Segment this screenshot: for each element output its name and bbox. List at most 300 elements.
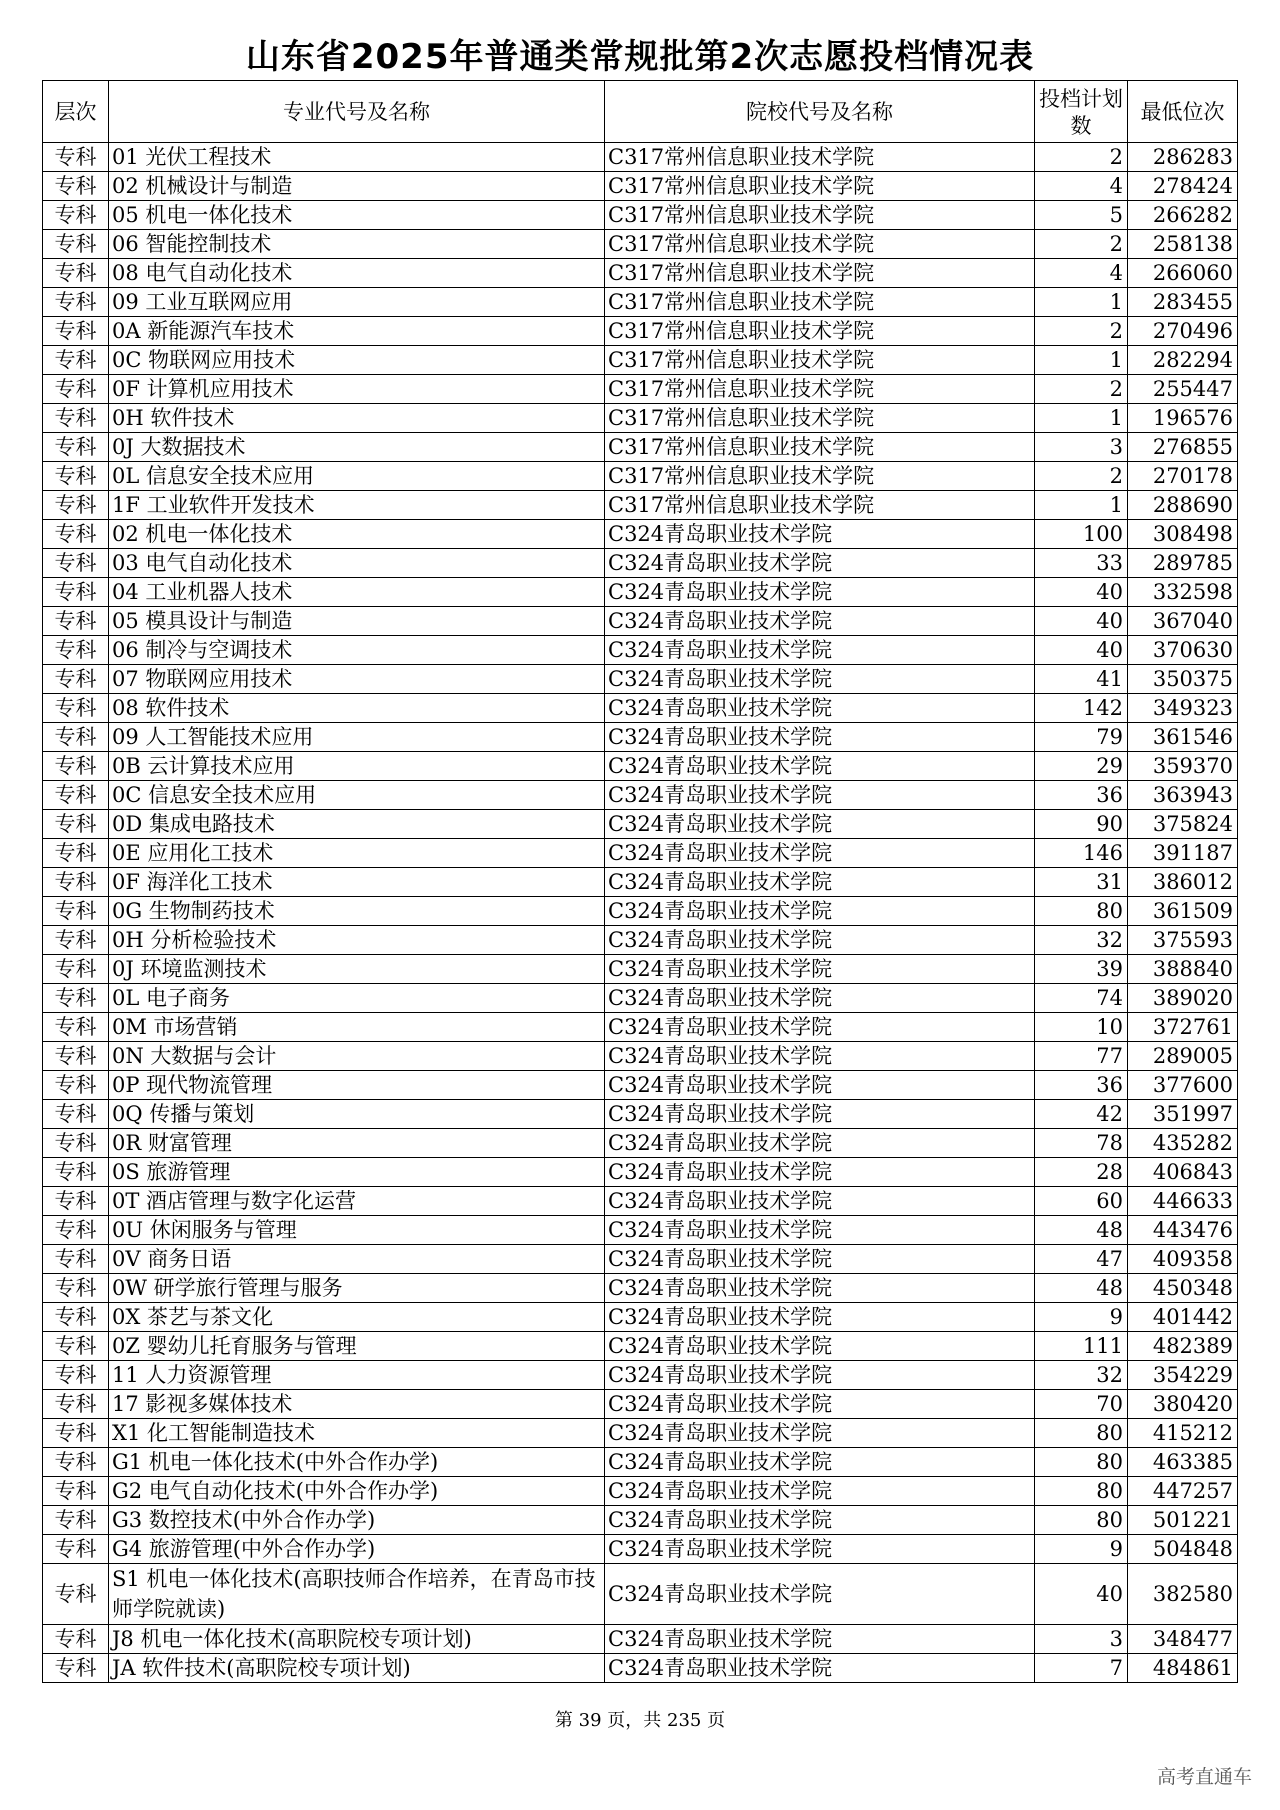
cell-rank: 380420 <box>1128 1390 1238 1419</box>
cell-rank: 401442 <box>1128 1303 1238 1332</box>
cell-school: C324青岛职业技术学院 <box>605 1245 1035 1274</box>
cell-rank: 276855 <box>1128 433 1238 462</box>
cell-major: G4 旅游管理(中外合作办学) <box>109 1535 605 1564</box>
cell-rank: 375824 <box>1128 810 1238 839</box>
cell-rank: 446633 <box>1128 1187 1238 1216</box>
table-row <box>43 1535 1238 1564</box>
table-row <box>43 839 1238 868</box>
cell-rank: 484861 <box>1128 1654 1238 1683</box>
cell-plan: 4 <box>1035 172 1128 201</box>
cell-school: C324青岛职业技术学院 <box>605 1564 1035 1625</box>
cell-school: C324青岛职业技术学院 <box>605 752 1035 781</box>
cell-plan: 33 <box>1035 549 1128 578</box>
cell-major: X1 化工智能制造技术 <box>109 1419 605 1448</box>
cell-plan: 1 <box>1035 346 1128 375</box>
cell-level: 专科 <box>43 636 109 665</box>
cell-school: C324青岛职业技术学院 <box>605 1158 1035 1187</box>
cell-plan: 78 <box>1035 1129 1128 1158</box>
cell-plan: 1 <box>1035 404 1128 433</box>
table-row <box>43 955 1238 984</box>
table-row <box>43 1448 1238 1477</box>
cell-school: C324青岛职业技术学院 <box>605 578 1035 607</box>
table-row <box>43 926 1238 955</box>
table-row <box>43 1332 1238 1361</box>
header-rank: 最低位次 <box>1128 81 1238 143</box>
table-row <box>43 1564 1238 1625</box>
cell-rank: 255447 <box>1128 375 1238 404</box>
cell-plan: 36 <box>1035 1071 1128 1100</box>
cell-plan: 146 <box>1035 839 1128 868</box>
cell-level: 专科 <box>43 433 109 462</box>
cell-plan: 10 <box>1035 1013 1128 1042</box>
cell-level: 专科 <box>43 1158 109 1187</box>
cell-plan: 80 <box>1035 1477 1128 1506</box>
table-row <box>43 1013 1238 1042</box>
cell-major: 0F 计算机应用技术 <box>109 375 605 404</box>
cell-level: 专科 <box>43 1129 109 1158</box>
cell-school: C324青岛职业技术学院 <box>605 1274 1035 1303</box>
cell-rank: 270178 <box>1128 462 1238 491</box>
cell-level: 专科 <box>43 375 109 404</box>
page-title: 山东省2025年普通类常规批第2次志愿投档情况表 <box>245 37 1035 77</box>
cell-rank: 482389 <box>1128 1332 1238 1361</box>
cell-level: 专科 <box>43 288 109 317</box>
cell-level: 专科 <box>43 1245 109 1274</box>
cell-level: 专科 <box>43 1535 109 1564</box>
cell-major: S1 机电一体化技术(高职技师合作培养，在青岛市技师学院就读) <box>109 1564 605 1625</box>
cell-rank: 348477 <box>1128 1625 1238 1654</box>
cell-major: 0R 财富管理 <box>109 1129 605 1158</box>
cell-level: 专科 <box>43 607 109 636</box>
cell-plan: 32 <box>1035 1361 1128 1390</box>
header-major: 专业代号及名称 <box>109 81 605 143</box>
cell-level: 专科 <box>43 201 109 230</box>
cell-school: C324青岛职业技术学院 <box>605 665 1035 694</box>
cell-plan: 47 <box>1035 1245 1128 1274</box>
page-number: 第 39 页，共 235 页 <box>554 1710 726 1731</box>
table-row <box>43 810 1238 839</box>
cell-major: 0D 集成电路技术 <box>109 810 605 839</box>
table-body <box>43 143 1238 1683</box>
cell-school: C324青岛职业技术学院 <box>605 636 1035 665</box>
cell-major: 08 电气自动化技术 <box>109 259 605 288</box>
cell-rank: 389020 <box>1128 984 1238 1013</box>
header-plan: 投档计划数 <box>1035 81 1128 143</box>
cell-major: 02 机电一体化技术 <box>109 520 605 549</box>
cell-major: 0C 信息安全技术应用 <box>109 781 605 810</box>
cell-school: C317常州信息职业技术学院 <box>605 462 1035 491</box>
cell-school: C317常州信息职业技术学院 <box>605 346 1035 375</box>
cell-rank: 450348 <box>1128 1274 1238 1303</box>
cell-school: C324青岛职业技术学院 <box>605 781 1035 810</box>
cell-major: 03 电气自动化技术 <box>109 549 605 578</box>
cell-level: 专科 <box>43 723 109 752</box>
table-row <box>43 462 1238 491</box>
cell-school: C324青岛职业技术学院 <box>605 1506 1035 1535</box>
cell-level: 专科 <box>43 1332 109 1361</box>
table-row <box>43 1216 1238 1245</box>
cell-rank: 391187 <box>1128 839 1238 868</box>
table-row <box>43 143 1238 172</box>
cell-school: C324青岛职业技术学院 <box>605 955 1035 984</box>
cell-rank: 332598 <box>1128 578 1238 607</box>
table-row <box>43 636 1238 665</box>
cell-level: 专科 <box>43 1303 109 1332</box>
cell-major: 05 机电一体化技术 <box>109 201 605 230</box>
table-row <box>43 984 1238 1013</box>
cell-major: 0N 大数据与会计 <box>109 1042 605 1071</box>
cell-major: 0P 现代物流管理 <box>109 1071 605 1100</box>
cell-rank: 377600 <box>1128 1071 1238 1100</box>
cell-rank: 283455 <box>1128 288 1238 317</box>
table-row <box>43 288 1238 317</box>
cell-major: 0V 商务日语 <box>109 1245 605 1274</box>
cell-level: 专科 <box>43 781 109 810</box>
cell-rank: 282294 <box>1128 346 1238 375</box>
cell-plan: 48 <box>1035 1216 1128 1245</box>
cell-rank: 463385 <box>1128 1448 1238 1477</box>
cell-level: 专科 <box>43 346 109 375</box>
cell-rank: 415212 <box>1128 1419 1238 1448</box>
table-row <box>43 1158 1238 1187</box>
table-row <box>43 1187 1238 1216</box>
cell-plan: 111 <box>1035 1332 1128 1361</box>
cell-school: C324青岛职业技术学院 <box>605 1013 1035 1042</box>
watermark: 高考直通车 <box>1156 1766 1252 1788</box>
cell-level: 专科 <box>43 1625 109 1654</box>
table-row <box>43 868 1238 897</box>
cell-plan: 9 <box>1035 1535 1128 1564</box>
cell-rank: 288690 <box>1128 491 1238 520</box>
cell-school: C324青岛职业技术学院 <box>605 520 1035 549</box>
cell-major: 0S 旅游管理 <box>109 1158 605 1187</box>
cell-school: C317常州信息职业技术学院 <box>605 375 1035 404</box>
cell-major: 0U 休闲服务与管理 <box>109 1216 605 1245</box>
cell-major: 0A 新能源汽车技术 <box>109 317 605 346</box>
cell-plan: 40 <box>1035 607 1128 636</box>
table-row <box>43 723 1238 752</box>
cell-school: C324青岛职业技术学院 <box>605 926 1035 955</box>
cell-rank: 270496 <box>1128 317 1238 346</box>
table-row <box>43 578 1238 607</box>
cell-major: 08 软件技术 <box>109 694 605 723</box>
table-row <box>43 549 1238 578</box>
cell-major: 0X 茶艺与茶文化 <box>109 1303 605 1332</box>
cell-major: 0L 信息安全技术应用 <box>109 462 605 491</box>
table-row <box>43 1506 1238 1535</box>
table-row <box>43 1100 1238 1129</box>
cell-major: 06 制冷与空调技术 <box>109 636 605 665</box>
cell-school: C317常州信息职业技术学院 <box>605 288 1035 317</box>
cell-level: 专科 <box>43 317 109 346</box>
cell-plan: 2 <box>1035 317 1128 346</box>
cell-level: 专科 <box>43 462 109 491</box>
cell-plan: 42 <box>1035 1100 1128 1129</box>
cell-level: 专科 <box>43 578 109 607</box>
cell-school: C324青岛职业技术学院 <box>605 549 1035 578</box>
cell-school: C324青岛职业技术学院 <box>605 1419 1035 1448</box>
cell-school: C324青岛职业技术学院 <box>605 1216 1035 1245</box>
cell-school: C324青岛职业技术学院 <box>605 1129 1035 1158</box>
cell-major: 17 影视多媒体技术 <box>109 1390 605 1419</box>
cell-level: 专科 <box>43 1506 109 1535</box>
cell-school: C317常州信息职业技术学院 <box>605 201 1035 230</box>
table-row <box>43 781 1238 810</box>
cell-plan: 9 <box>1035 1303 1128 1332</box>
cell-major: 0L 电子商务 <box>109 984 605 1013</box>
cell-rank: 289785 <box>1128 549 1238 578</box>
cell-level: 专科 <box>43 926 109 955</box>
cell-major: 09 人工智能技术应用 <box>109 723 605 752</box>
cell-level: 专科 <box>43 520 109 549</box>
cell-major: 0H 软件技术 <box>109 404 605 433</box>
table-header-row <box>43 81 1238 143</box>
cell-major: 0F 海洋化工技术 <box>109 868 605 897</box>
cell-plan: 7 <box>1035 1654 1128 1683</box>
cell-school: C324青岛职业技术学院 <box>605 723 1035 752</box>
table-row <box>43 1042 1238 1071</box>
table-row <box>43 433 1238 462</box>
cell-rank: 370630 <box>1128 636 1238 665</box>
cell-plan: 2 <box>1035 143 1128 172</box>
cell-major: 11 人力资源管理 <box>109 1361 605 1390</box>
table-row <box>43 172 1238 201</box>
cell-rank: 367040 <box>1128 607 1238 636</box>
header-school: 院校代号及名称 <box>605 81 1035 143</box>
cell-level: 专科 <box>43 694 109 723</box>
cell-rank: 350375 <box>1128 665 1238 694</box>
cell-school: C317常州信息职业技术学院 <box>605 433 1035 462</box>
cell-major: 0C 物联网应用技术 <box>109 346 605 375</box>
cell-rank: 286283 <box>1128 143 1238 172</box>
cell-level: 专科 <box>43 491 109 520</box>
cell-major: JA 软件技术(高职院校专项计划) <box>109 1654 605 1683</box>
cell-rank: 363943 <box>1128 781 1238 810</box>
cell-school: C324青岛职业技术学院 <box>605 810 1035 839</box>
cell-major: 01 光伏工程技术 <box>109 143 605 172</box>
cell-school: C324青岛职业技术学院 <box>605 984 1035 1013</box>
cell-major: J8 机电一体化技术(高职院校专项计划) <box>109 1625 605 1654</box>
cell-major: 0B 云计算技术应用 <box>109 752 605 781</box>
table-row <box>43 694 1238 723</box>
cell-school: C324青岛职业技术学院 <box>605 897 1035 926</box>
cell-rank: 372761 <box>1128 1013 1238 1042</box>
cell-major: 0Q 传播与策划 <box>109 1100 605 1129</box>
cell-major: G2 电气自动化技术(中外合作办学) <box>109 1477 605 1506</box>
cell-rank: 258138 <box>1128 230 1238 259</box>
cell-level: 专科 <box>43 752 109 781</box>
cell-plan: 74 <box>1035 984 1128 1013</box>
cell-school: C324青岛职业技术学院 <box>605 1535 1035 1564</box>
cell-level: 专科 <box>43 230 109 259</box>
cell-level: 专科 <box>43 143 109 172</box>
table-row <box>43 1654 1238 1683</box>
cell-plan: 5 <box>1035 201 1128 230</box>
header-level: 层次 <box>43 81 109 143</box>
cell-rank: 359370 <box>1128 752 1238 781</box>
cell-rank: 308498 <box>1128 520 1238 549</box>
cell-major: 07 物联网应用技术 <box>109 665 605 694</box>
table-row <box>43 1245 1238 1274</box>
cell-rank: 266282 <box>1128 201 1238 230</box>
cell-rank: 354229 <box>1128 1361 1238 1390</box>
cell-level: 专科 <box>43 810 109 839</box>
table-row <box>43 1625 1238 1654</box>
cell-major: 0J 环境监测技术 <box>109 955 605 984</box>
cell-rank: 382580 <box>1128 1564 1238 1625</box>
cell-plan: 40 <box>1035 636 1128 665</box>
cell-school: C317常州信息职业技术学院 <box>605 259 1035 288</box>
cell-major: 0Z 婴幼儿托育服务与管理 <box>109 1332 605 1361</box>
cell-level: 专科 <box>43 1361 109 1390</box>
table-row <box>43 404 1238 433</box>
table-row <box>43 607 1238 636</box>
table-row <box>43 1390 1238 1419</box>
cell-plan: 70 <box>1035 1390 1128 1419</box>
cell-school: C324青岛职业技术学院 <box>605 1303 1035 1332</box>
cell-plan: 77 <box>1035 1042 1128 1071</box>
cell-major: 05 模具设计与制造 <box>109 607 605 636</box>
cell-major: 0G 生物制药技术 <box>109 897 605 926</box>
cell-major: 02 机械设计与制造 <box>109 172 605 201</box>
table-row <box>43 1419 1238 1448</box>
cell-level: 专科 <box>43 259 109 288</box>
cell-plan: 29 <box>1035 752 1128 781</box>
table-row <box>43 375 1238 404</box>
cell-major: 09 工业互联网应用 <box>109 288 605 317</box>
cell-rank: 406843 <box>1128 1158 1238 1187</box>
table-row <box>43 897 1238 926</box>
table-row <box>43 1071 1238 1100</box>
cell-plan: 79 <box>1035 723 1128 752</box>
cell-plan: 60 <box>1035 1187 1128 1216</box>
cell-plan: 1 <box>1035 288 1128 317</box>
cell-plan: 48 <box>1035 1274 1128 1303</box>
cell-rank: 351997 <box>1128 1100 1238 1129</box>
table-row <box>43 665 1238 694</box>
cell-level: 专科 <box>43 1100 109 1129</box>
cell-rank: 409358 <box>1128 1245 1238 1274</box>
cell-major: 0T 酒店管理与数字化运营 <box>109 1187 605 1216</box>
cell-plan: 80 <box>1035 1419 1128 1448</box>
cell-school: C324青岛职业技术学院 <box>605 868 1035 897</box>
cell-major: 0J 大数据技术 <box>109 433 605 462</box>
cell-plan: 1 <box>1035 491 1128 520</box>
table-row <box>43 1477 1238 1506</box>
table-row <box>43 752 1238 781</box>
cell-rank: 435282 <box>1128 1129 1238 1158</box>
table-row <box>43 230 1238 259</box>
cell-level: 专科 <box>43 1071 109 1100</box>
cell-major: G3 数控技术(中外合作办学) <box>109 1506 605 1535</box>
cell-level: 专科 <box>43 404 109 433</box>
table-row <box>43 520 1238 549</box>
cell-plan: 28 <box>1035 1158 1128 1187</box>
cell-school: C317常州信息职业技术学院 <box>605 143 1035 172</box>
cell-plan: 32 <box>1035 926 1128 955</box>
cell-plan: 142 <box>1035 694 1128 723</box>
cell-major: 0H 分析检验技术 <box>109 926 605 955</box>
cell-rank: 447257 <box>1128 1477 1238 1506</box>
cell-level: 专科 <box>43 1013 109 1042</box>
table-row <box>43 259 1238 288</box>
cell-school: C324青岛职业技术学院 <box>605 1625 1035 1654</box>
cell-major: 1F 工业软件开发技术 <box>109 491 605 520</box>
cell-level: 专科 <box>43 897 109 926</box>
cell-school: C324青岛职业技术学院 <box>605 1100 1035 1129</box>
cell-plan: 3 <box>1035 1625 1128 1654</box>
cell-level: 专科 <box>43 1187 109 1216</box>
cell-rank: 361546 <box>1128 723 1238 752</box>
cell-level: 专科 <box>43 549 109 578</box>
cell-level: 专科 <box>43 984 109 1013</box>
cell-school: C317常州信息职业技术学院 <box>605 404 1035 433</box>
cell-level: 专科 <box>43 868 109 897</box>
cell-plan: 36 <box>1035 781 1128 810</box>
cell-rank: 361509 <box>1128 897 1238 926</box>
cell-plan: 90 <box>1035 810 1128 839</box>
cell-rank: 501221 <box>1128 1506 1238 1535</box>
cell-plan: 40 <box>1035 578 1128 607</box>
cell-major: 0E 应用化工技术 <box>109 839 605 868</box>
cell-level: 专科 <box>43 1564 109 1625</box>
admission-table <box>42 80 1238 1683</box>
cell-major: 06 智能控制技术 <box>109 230 605 259</box>
cell-rank: 388840 <box>1128 955 1238 984</box>
cell-rank: 278424 <box>1128 172 1238 201</box>
cell-plan: 80 <box>1035 897 1128 926</box>
cell-rank: 289005 <box>1128 1042 1238 1071</box>
table-row <box>43 1303 1238 1332</box>
cell-level: 专科 <box>43 955 109 984</box>
cell-plan: 2 <box>1035 375 1128 404</box>
table-row <box>43 317 1238 346</box>
cell-level: 专科 <box>43 1477 109 1506</box>
cell-major: 0W 研学旅行管理与服务 <box>109 1274 605 1303</box>
cell-rank: 443476 <box>1128 1216 1238 1245</box>
cell-rank: 504848 <box>1128 1535 1238 1564</box>
cell-level: 专科 <box>43 172 109 201</box>
cell-plan: 2 <box>1035 462 1128 491</box>
cell-plan: 2 <box>1035 230 1128 259</box>
cell-plan: 4 <box>1035 259 1128 288</box>
cell-rank: 375593 <box>1128 926 1238 955</box>
table-row <box>43 1129 1238 1158</box>
cell-level: 专科 <box>43 1654 109 1683</box>
cell-school: C324青岛职业技术学院 <box>605 1042 1035 1071</box>
cell-school: C324青岛职业技术学院 <box>605 694 1035 723</box>
cell-level: 专科 <box>43 1390 109 1419</box>
table-row <box>43 201 1238 230</box>
table-row <box>43 1274 1238 1303</box>
cell-level: 专科 <box>43 1274 109 1303</box>
cell-rank: 349323 <box>1128 694 1238 723</box>
cell-plan: 80 <box>1035 1506 1128 1535</box>
cell-major: G1 机电一体化技术(中外合作办学) <box>109 1448 605 1477</box>
cell-rank: 386012 <box>1128 868 1238 897</box>
cell-school: C324青岛职业技术学院 <box>605 1477 1035 1506</box>
cell-rank: 266060 <box>1128 259 1238 288</box>
cell-major: 0M 市场营销 <box>109 1013 605 1042</box>
cell-rank: 196576 <box>1128 404 1238 433</box>
cell-level: 专科 <box>43 1216 109 1245</box>
cell-level: 专科 <box>43 665 109 694</box>
cell-school: C317常州信息职业技术学院 <box>605 317 1035 346</box>
cell-school: C324青岛职业技术学院 <box>605 1654 1035 1683</box>
cell-school: C324青岛职业技术学院 <box>605 839 1035 868</box>
cell-school: C324青岛职业技术学院 <box>605 607 1035 636</box>
cell-level: 专科 <box>43 1419 109 1448</box>
